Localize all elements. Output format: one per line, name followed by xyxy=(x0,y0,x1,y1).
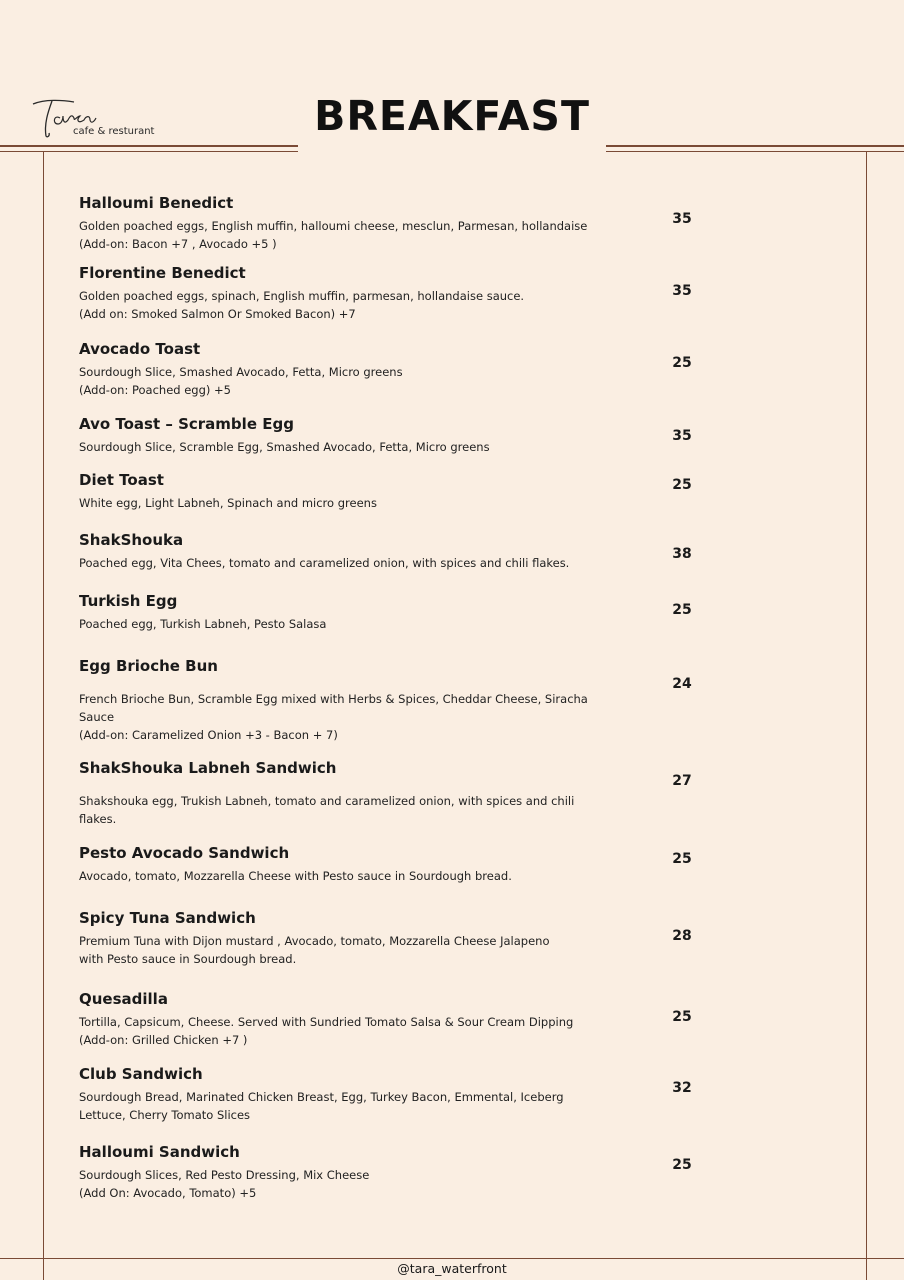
item-desc-line: Sourdough Slice, Smashed Avocado, Fetta, Micro greens xyxy=(79,365,403,379)
item-price: 27 xyxy=(672,773,692,789)
menu-item xyxy=(79,471,599,512)
menu-item xyxy=(79,990,599,1049)
item-desc-line: (Add-on: Bacon +7 , Avocado +5 ) xyxy=(79,237,277,251)
item-name: Club Sandwich xyxy=(79,1065,203,1083)
item-name: Halloumi Benedict xyxy=(79,194,234,212)
item-desc-line: (Add On: Avocado, Tomato) +5 xyxy=(79,1186,257,1200)
item-price: 25 xyxy=(672,477,692,493)
frame-left-border xyxy=(43,152,44,1280)
item-description xyxy=(79,438,599,456)
item-desc-line: Tortilla, Capsicum, Cheese. Served with Sundried Tomato Salsa & Sour Cream Dipping xyxy=(79,1015,574,1029)
item-price: 25 xyxy=(672,1009,692,1025)
item-price: 24 xyxy=(672,676,692,692)
menu-item xyxy=(79,415,599,456)
item-name: Egg Brioche Bun xyxy=(79,657,218,675)
item-desc-line: Sourdough Slice, Scramble Egg, Smashed Avocado, Fetta, Micro greens xyxy=(79,440,490,454)
menu-item xyxy=(79,264,599,323)
item-desc-line: flakes. xyxy=(79,812,117,826)
item-desc-line: (Add-on: Poached egg) +5 xyxy=(79,383,231,397)
item-desc-line: with Pesto sauce in Sourdough bread. xyxy=(79,952,297,966)
footer-rule xyxy=(0,1258,904,1259)
item-desc-line: (Add-on: Grilled Chicken +7 ) xyxy=(79,1033,248,1047)
item-name: Spicy Tuna Sandwich xyxy=(79,909,256,927)
item-description xyxy=(79,494,599,512)
item-price: 32 xyxy=(672,1080,692,1096)
item-name: Quesadilla xyxy=(79,990,168,1008)
brand-tagline: cafe & resturant xyxy=(73,126,155,137)
instagram-handle: @tara_waterfront xyxy=(397,1261,507,1276)
item-name: Diet Toast xyxy=(79,471,164,489)
item-desc-line: Poached egg, Turkish Labneh, Pesto Salasa xyxy=(79,617,327,631)
menu-item xyxy=(79,194,599,253)
item-description xyxy=(79,1166,599,1202)
item-description xyxy=(79,1088,599,1124)
item-name: Florentine Benedict xyxy=(79,264,246,282)
item-price: 35 xyxy=(672,211,692,227)
item-name: Avocado Toast xyxy=(79,340,201,358)
page-title: BREAKFAST xyxy=(314,92,590,140)
item-price: 38 xyxy=(672,546,692,562)
menu-item xyxy=(79,909,599,968)
item-desc-line: Poached egg, Vita Chees, tomato and caramelized onion, with spices and chili flakes. xyxy=(79,556,570,570)
item-desc-line: Golden poached eggs, spinach, English muffin, parmesan, hollandaise sauce. xyxy=(79,289,525,303)
header-rule-right-top xyxy=(606,145,904,147)
item-name: Turkish Egg xyxy=(79,592,178,610)
item-desc-line: Sourdough Slices, Red Pesto Dressing, Mix Cheese xyxy=(79,1168,370,1182)
item-desc-line: Golden poached eggs, English muffin, halloumi cheese, mesclun, Parmesan, hollandaise xyxy=(79,219,588,233)
item-desc-line: Shakshouka egg, Trukish Labneh, tomato and caramelized onion, with spices and chili xyxy=(79,794,575,808)
menu-item xyxy=(79,657,599,744)
item-desc-line: White egg, Light Labneh, Spinach and micro greens xyxy=(79,496,377,510)
item-description xyxy=(79,363,599,399)
item-price: 25 xyxy=(672,355,692,371)
item-name: ShakShouka xyxy=(79,531,184,549)
item-description xyxy=(79,1013,599,1049)
menu-item xyxy=(79,1143,599,1202)
frame-right-border xyxy=(866,152,867,1280)
item-price: 25 xyxy=(672,851,692,867)
item-desc-line: (Add-on: Caramelized Onion +3 - Bacon + 7) xyxy=(79,728,338,742)
header-rule-left-top xyxy=(0,145,298,147)
header-rule-left-bottom xyxy=(0,151,298,152)
item-name: Halloumi Sandwich xyxy=(79,1143,240,1161)
menu-item xyxy=(79,592,599,633)
item-name: Pesto Avocado Sandwich xyxy=(79,844,290,862)
item-name: Avo Toast – Scramble Egg xyxy=(79,415,294,433)
item-desc-line: Avocado, tomato, Mozzarella Cheese with Pesto sauce in Sourdough bread. xyxy=(79,869,512,883)
header-rule-right-bottom xyxy=(606,151,904,152)
menu-item xyxy=(79,1065,599,1124)
item-description xyxy=(79,615,599,633)
item-description xyxy=(79,792,599,828)
item-desc-line: Lettuce, Cherry Tomato Slices xyxy=(79,1108,251,1122)
item-price: 25 xyxy=(672,1157,692,1173)
item-price: 35 xyxy=(672,283,692,299)
menu-item xyxy=(79,844,599,885)
item-price: 28 xyxy=(672,928,692,944)
item-desc-line: Sauce xyxy=(79,710,115,724)
item-desc-line: French Brioche Bun, Scramble Egg mixed with Herbs & Spices, Cheddar Cheese, Siracha xyxy=(79,692,588,706)
item-name: ShakShouka Labneh Sandwich xyxy=(79,759,337,777)
item-description xyxy=(79,217,599,253)
item-description xyxy=(79,554,599,572)
item-price: 25 xyxy=(672,602,692,618)
item-price: 35 xyxy=(672,428,692,444)
menu-item xyxy=(79,759,599,828)
item-desc-line: Premium Tuna with Dijon mustard , Avocado, tomato, Mozzarella Cheese Jalapeno xyxy=(79,934,550,948)
item-description xyxy=(79,287,599,323)
item-description xyxy=(79,932,599,968)
item-description xyxy=(79,690,599,744)
menu-item xyxy=(79,531,599,572)
menu-item xyxy=(79,340,599,399)
item-desc-line: (Add on: Smoked Salmon Or Smoked Bacon) +7 xyxy=(79,307,356,321)
item-description xyxy=(79,867,599,885)
item-desc-line: Sourdough Bread, Marinated Chicken Breast, Egg, Turkey Bacon, Emmental, Iceberg xyxy=(79,1090,564,1104)
